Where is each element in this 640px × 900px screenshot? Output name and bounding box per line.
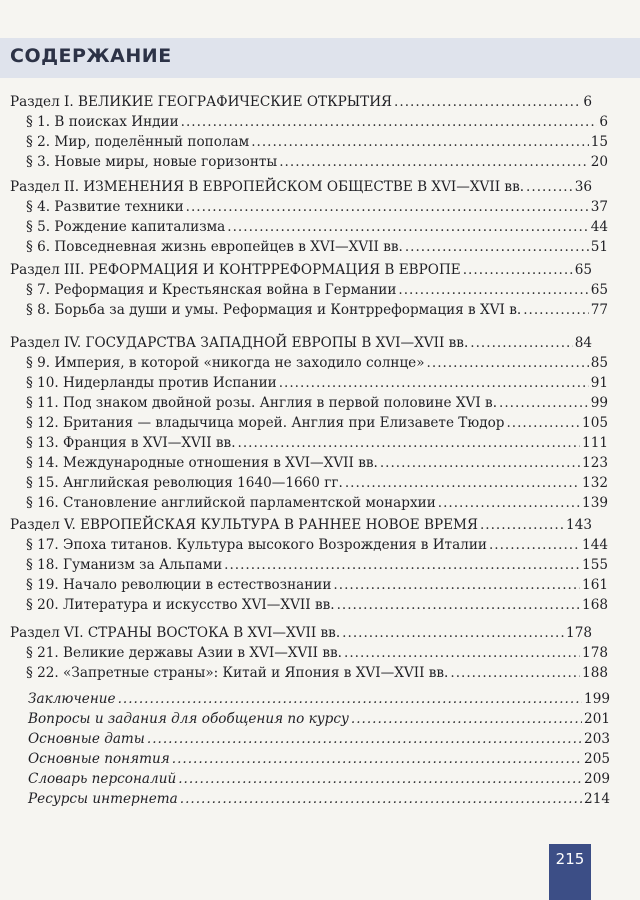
dot-leader [405,237,589,257]
toc-paragraph-page: 168 [582,597,608,613]
toc-appendix-page: 201 [584,711,610,727]
toc-section-entry[interactable] [0,92,640,112]
toc-paragraph-title: § 21. Великие державы Азии в XVI—XVII вв. [26,645,342,661]
dot-leader [345,473,580,493]
toc-paragraph-page: 51 [590,239,608,255]
dot-leader [181,112,598,132]
dot-leader [279,373,589,393]
toc-appendix-page: 214 [584,791,610,807]
toc-paragraph-page: 111 [582,435,608,451]
toc-paragraph-entry[interactable] [0,413,640,433]
toc-appendix-title: Основные даты [28,731,145,747]
toc-paragraph-page: 91 [590,375,608,391]
toc-paragraph-title: § 17. Эпоха титанов. Культура высокого Возрождения в Италии [26,537,487,553]
toc-paragraph-page: 37 [590,199,608,215]
toc-section-title: Раздел VI. СТРАНЫ ВОСТОКА В XVI—XVII вв. [10,625,341,641]
toc-appendix-entry[interactable] [0,729,640,749]
toc-paragraph-page: 44 [590,219,608,235]
toc-paragraph-page: 99 [590,395,608,411]
dot-leader [279,152,588,172]
toc-section-title: Раздел V. ЕВРОПЕЙСКАЯ КУЛЬТУРА В РАННЕЕ НОВОЕ ВРЕМЯ [10,517,478,533]
toc-paragraph-page: 105 [582,415,608,431]
toc-paragraph-page: 65 [590,282,608,298]
toc-paragraph-title: § 3. Новые миры, новые горизонты [26,154,278,170]
toc-appendix-entry[interactable] [0,709,640,729]
toc-section-title: Раздел III. РЕФОРМАЦИЯ И КОНТРРЕФОРМАЦИЯ В ЕВРОПЕ [10,262,461,278]
toc-appendix-page: 205 [584,751,610,767]
dot-leader [499,393,589,413]
toc-section-entry[interactable] [0,177,640,197]
toc-section-entry[interactable] [0,623,640,643]
dot-leader [398,280,588,300]
dot-leader [224,555,580,575]
dot-leader [351,709,582,729]
toc-paragraph-entry[interactable] [0,132,640,152]
dot-leader [506,413,580,433]
toc-paragraph-page: 132 [582,475,608,491]
toc-paragraph-title: § 4. Развитие техники [26,199,184,215]
toc-paragraph-title: § 6. Повседневная жизнь европейцев в XVI—XVII вв. [26,239,403,255]
dot-leader [438,493,580,513]
toc-paragraph-entry[interactable] [0,280,640,300]
toc-paragraph-page: 85 [590,355,608,371]
toc-paragraph-title: § 16. Становление английской парламентской монархии [26,495,436,511]
dot-leader [147,729,582,749]
dot-leader [463,260,573,280]
toc-paragraph-title: § 20. Литература и искусство XVI—XVII вв. [26,597,335,613]
dot-leader [450,663,580,683]
toc-paragraph-entry[interactable] [0,535,640,555]
toc-paragraph-title: § 15. Английская революция 1640—1660 гг. [26,475,343,491]
toc-appendix-entry[interactable] [0,689,640,709]
toc-section-entry[interactable] [0,260,640,280]
toc-section-page: 36 [574,179,592,195]
toc-paragraph-entry[interactable] [0,217,640,237]
toc-paragraph-entry[interactable] [0,555,640,575]
toc-section-entry[interactable] [0,515,640,535]
toc-paragraph-page: 20 [590,154,608,170]
toc-paragraph-title: § 9. Империя, в которой «никогда не заходило солнце» [26,355,425,371]
toc-paragraph-entry[interactable] [0,575,640,595]
toc-paragraph-entry[interactable] [0,493,640,513]
toc-paragraph-entry[interactable] [0,473,640,493]
toc-paragraph-title: § 2. Мир, поделённый пополам [26,134,250,150]
dot-leader [344,643,580,663]
dot-leader [489,535,580,555]
toc-paragraph-entry[interactable] [0,353,640,373]
toc-paragraph-page: 188 [582,665,608,681]
dot-leader [178,769,582,789]
toc-appendix-title: Словарь персоналий [28,771,177,787]
toc-section-page: 84 [574,335,592,351]
toc-paragraph-page: 123 [582,455,608,471]
dot-leader [172,749,582,769]
toc-paragraph-page: 6 [599,114,608,130]
toc-paragraph-title: § 8. Борьба за души и умы. Реформация и Контрреформация в XVI в. [26,302,522,318]
toc-appendix-page: 203 [584,731,610,747]
toc-paragraph-entry[interactable] [0,643,640,663]
toc-paragraph-entry[interactable] [0,393,640,413]
dot-leader [526,177,573,197]
toc-appendix-page: 209 [584,771,610,787]
toc-paragraph-page: 139 [582,495,608,511]
dot-leader [394,92,581,112]
toc-paragraph-title: § 5. Рождение капитализма [26,219,226,235]
toc-paragraph-entry[interactable] [0,237,640,257]
toc-appendix-entry[interactable] [0,769,640,789]
toc-paragraph-title: § 13. Франция в XVI—XVII вв. [26,435,236,451]
toc-section-page: 178 [566,625,592,641]
toc-appendix-title: Заключение [28,691,116,707]
toc-paragraph-title: § 18. Гуманизм за Альпами [26,557,223,573]
toc-appendix-entry[interactable] [0,749,640,769]
toc-appendix-entry[interactable] [0,789,640,809]
toc-paragraph-page: 144 [582,537,608,553]
toc-paragraph-page: 77 [590,302,608,318]
toc-section-title: Раздел II. ИЗМЕНЕНИЯ В ЕВРОПЕЙСКОМ ОБЩЕСТВЕ В XVI—XVII вв. [10,179,525,195]
dot-leader [118,689,582,709]
toc-paragraph-page: 161 [582,577,608,593]
toc-paragraph-title: § 7. Реформация и Крестьянская война в Германии [26,282,397,298]
toc-section-title: Раздел I. ВЕЛИКИЕ ГЕОГРАФИЧЕСКИЕ ОТКРЫТИЯ [10,94,393,110]
toc-paragraph-title: § 1. В поисках Индии [26,114,179,130]
dot-leader [251,132,588,152]
toc-paragraph-title: § 11. Под знаком двойной розы. Англия в первой половине XVI в. [26,395,498,411]
toc-paragraph-entry[interactable] [0,433,640,453]
toc-section-entry[interactable] [0,333,640,353]
dot-leader [337,595,580,615]
toc-paragraph-title: § 14. Международные отношения в XVI—XVII вв. [26,455,378,471]
toc-paragraph-title: § 10. Нидерланды против Испании [26,375,277,391]
toc-paragraph-entry[interactable] [0,595,640,615]
toc-appendix-title: Основные понятия [28,751,170,767]
toc-paragraph-entry[interactable] [0,197,640,217]
dot-leader [238,433,581,453]
toc-appendix-page: 199 [584,691,610,707]
dot-leader [427,353,589,373]
toc-section-page: 65 [574,262,592,278]
dot-leader [227,217,588,237]
toc-appendix-title: Вопросы и задания для обобщения по курсу [28,711,349,727]
toc-paragraph-page: 15 [590,134,608,150]
toc-paragraph-title: § 22. «Запретные страны»: Китай и Япония в XVI—XVII вв. [26,665,449,681]
toc-paragraph-title: § 12. Британия — владычица морей. Англия при Елизавете Тюдор [26,415,505,431]
toc-section-page: 143 [566,517,592,533]
dot-leader [333,575,580,595]
toc-paragraph-title: § 19. Начало революции в естествознании [26,577,332,593]
dot-leader [470,333,572,353]
page-title: СОДЕРЖАНИЕ [10,45,172,67]
toc-paragraph-entry[interactable] [0,300,640,320]
toc-paragraph-entry[interactable] [0,152,640,172]
dot-leader [186,197,589,217]
toc-paragraph-entry[interactable] [0,373,640,393]
toc-paragraph-entry[interactable] [0,453,640,473]
toc-appendix-title: Ресурсы интернета [28,791,178,807]
toc-section-page: 6 [583,94,592,110]
toc-paragraph-entry[interactable] [0,663,640,683]
toc-paragraph-page: 178 [582,645,608,661]
toc-paragraph-entry[interactable] [0,112,640,132]
page-number: 215 [555,850,585,868]
dot-leader [523,300,589,320]
dot-leader [180,789,582,809]
toc-paragraph-page: 155 [582,557,608,573]
dot-leader [480,515,564,535]
dot-leader [380,453,580,473]
toc-section-title: Раздел IV. ГОСУДАРСТВА ЗАПАДНОЙ ЕВРОПЫ В XVI—XVII вв. [10,335,469,351]
dot-leader [342,623,564,643]
